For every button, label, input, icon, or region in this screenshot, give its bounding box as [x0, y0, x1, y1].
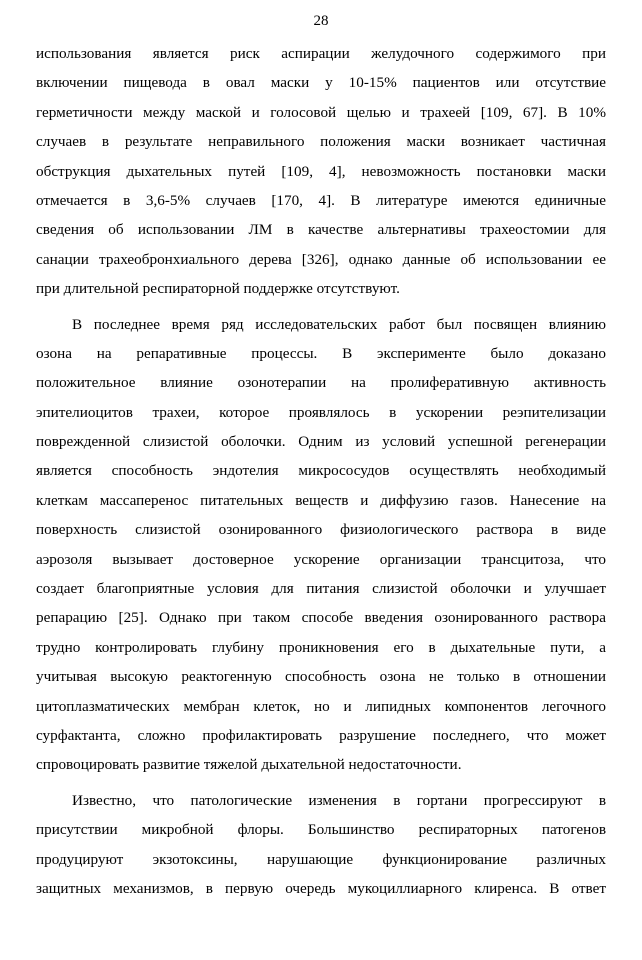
text-line: является способность эндотелия микрососудов осуществлять необходимый: [36, 462, 606, 480]
text-line: трудно контролировать глубину проникновения его в дыхательные пути, а: [36, 638, 606, 656]
text-line: репарацию [25]. Однако при таком способе введения озонированного раствора: [36, 609, 606, 627]
text-line: В последнее время ряд исследовательских работ был посвящен влиянию: [72, 315, 606, 333]
text-line: герметичности между маской и голосовой щелью и трахеей [109, 67]. В 10%: [36, 103, 606, 121]
text-line: клеткам массаперенос питательных веществ и диффузию газов. Нанесение на: [36, 491, 606, 509]
text-line: случаев в результате неправильного положения маски возникает частичная: [36, 133, 606, 151]
text-line: защитных механизмов, в первую очередь мукоциллиарного клиренса. В ответ: [36, 879, 606, 897]
text-line: использования является риск аспирации желудочного содержимого при: [36, 45, 606, 62]
paragraph: [36, 786, 606, 904]
text-line: присутствии микробной флоры. Большинство респираторных патогенов: [36, 821, 606, 839]
text-line: сведения об использовании ЛМ в качестве альтернативы трахеостомии для: [36, 221, 606, 239]
text-line: при длительной респираторной поддержке отсутствуют.: [36, 280, 400, 298]
text-line: поверхность слизистой озонированного физиологического раствора в виде: [36, 521, 606, 539]
text-line: санации трахеобронхиального дерева [326], однако данные об использовании ее: [36, 250, 606, 268]
text-line: цитоплазматических мембран клеток, но и липидных компонентов легочного: [36, 697, 606, 715]
page-number: 28: [313, 13, 329, 29]
text-line: создает благоприятные условия для питания слизистой оболочки и улучшает: [36, 580, 606, 598]
text-line: поврежденной слизистой оболочки. Одним из условий успешной регенерации: [36, 433, 606, 451]
text-line: озона на репаративные процессы. В эксперименте было доказано: [36, 344, 606, 362]
text-line: Известно, что патологические изменения в гортани прогрессируют в: [72, 791, 606, 809]
text-line: спровоцировать развитие тяжелой дыхательной недостаточности.: [36, 756, 462, 774]
text-line: сурфактанта, сложно профилактировать разрушение последнего, что может: [36, 726, 606, 744]
text-line: эпителиоцитов трахеи, которое проявлялось в ускорении реэпителизации: [36, 403, 606, 421]
text-line: положительное влияние озонотерапии на пролиферативную активность: [36, 374, 606, 392]
text-line: учитывая высокую реактогенную способность озона не только в отношении: [36, 668, 606, 686]
text-line: аэрозоля вызывает достоверное ускорение организации трансцитоза, что: [36, 550, 606, 568]
body-text: [36, 39, 606, 903]
text-line: продуцируют экзотоксины, нарушающие функционирование различных: [36, 850, 606, 868]
paragraph: [36, 310, 606, 780]
text-line: включении пищевода в овал маски у 10-15% пациентов или отсутствие: [36, 74, 606, 92]
paragraph: [36, 39, 606, 304]
text-line: отмечается в 3,6-5% случаев [170, 4]. В литературе имеются единичные: [36, 191, 606, 209]
text-line: обструкция дыхательных путей [109, 4], невозможность постановки маски: [36, 162, 606, 180]
